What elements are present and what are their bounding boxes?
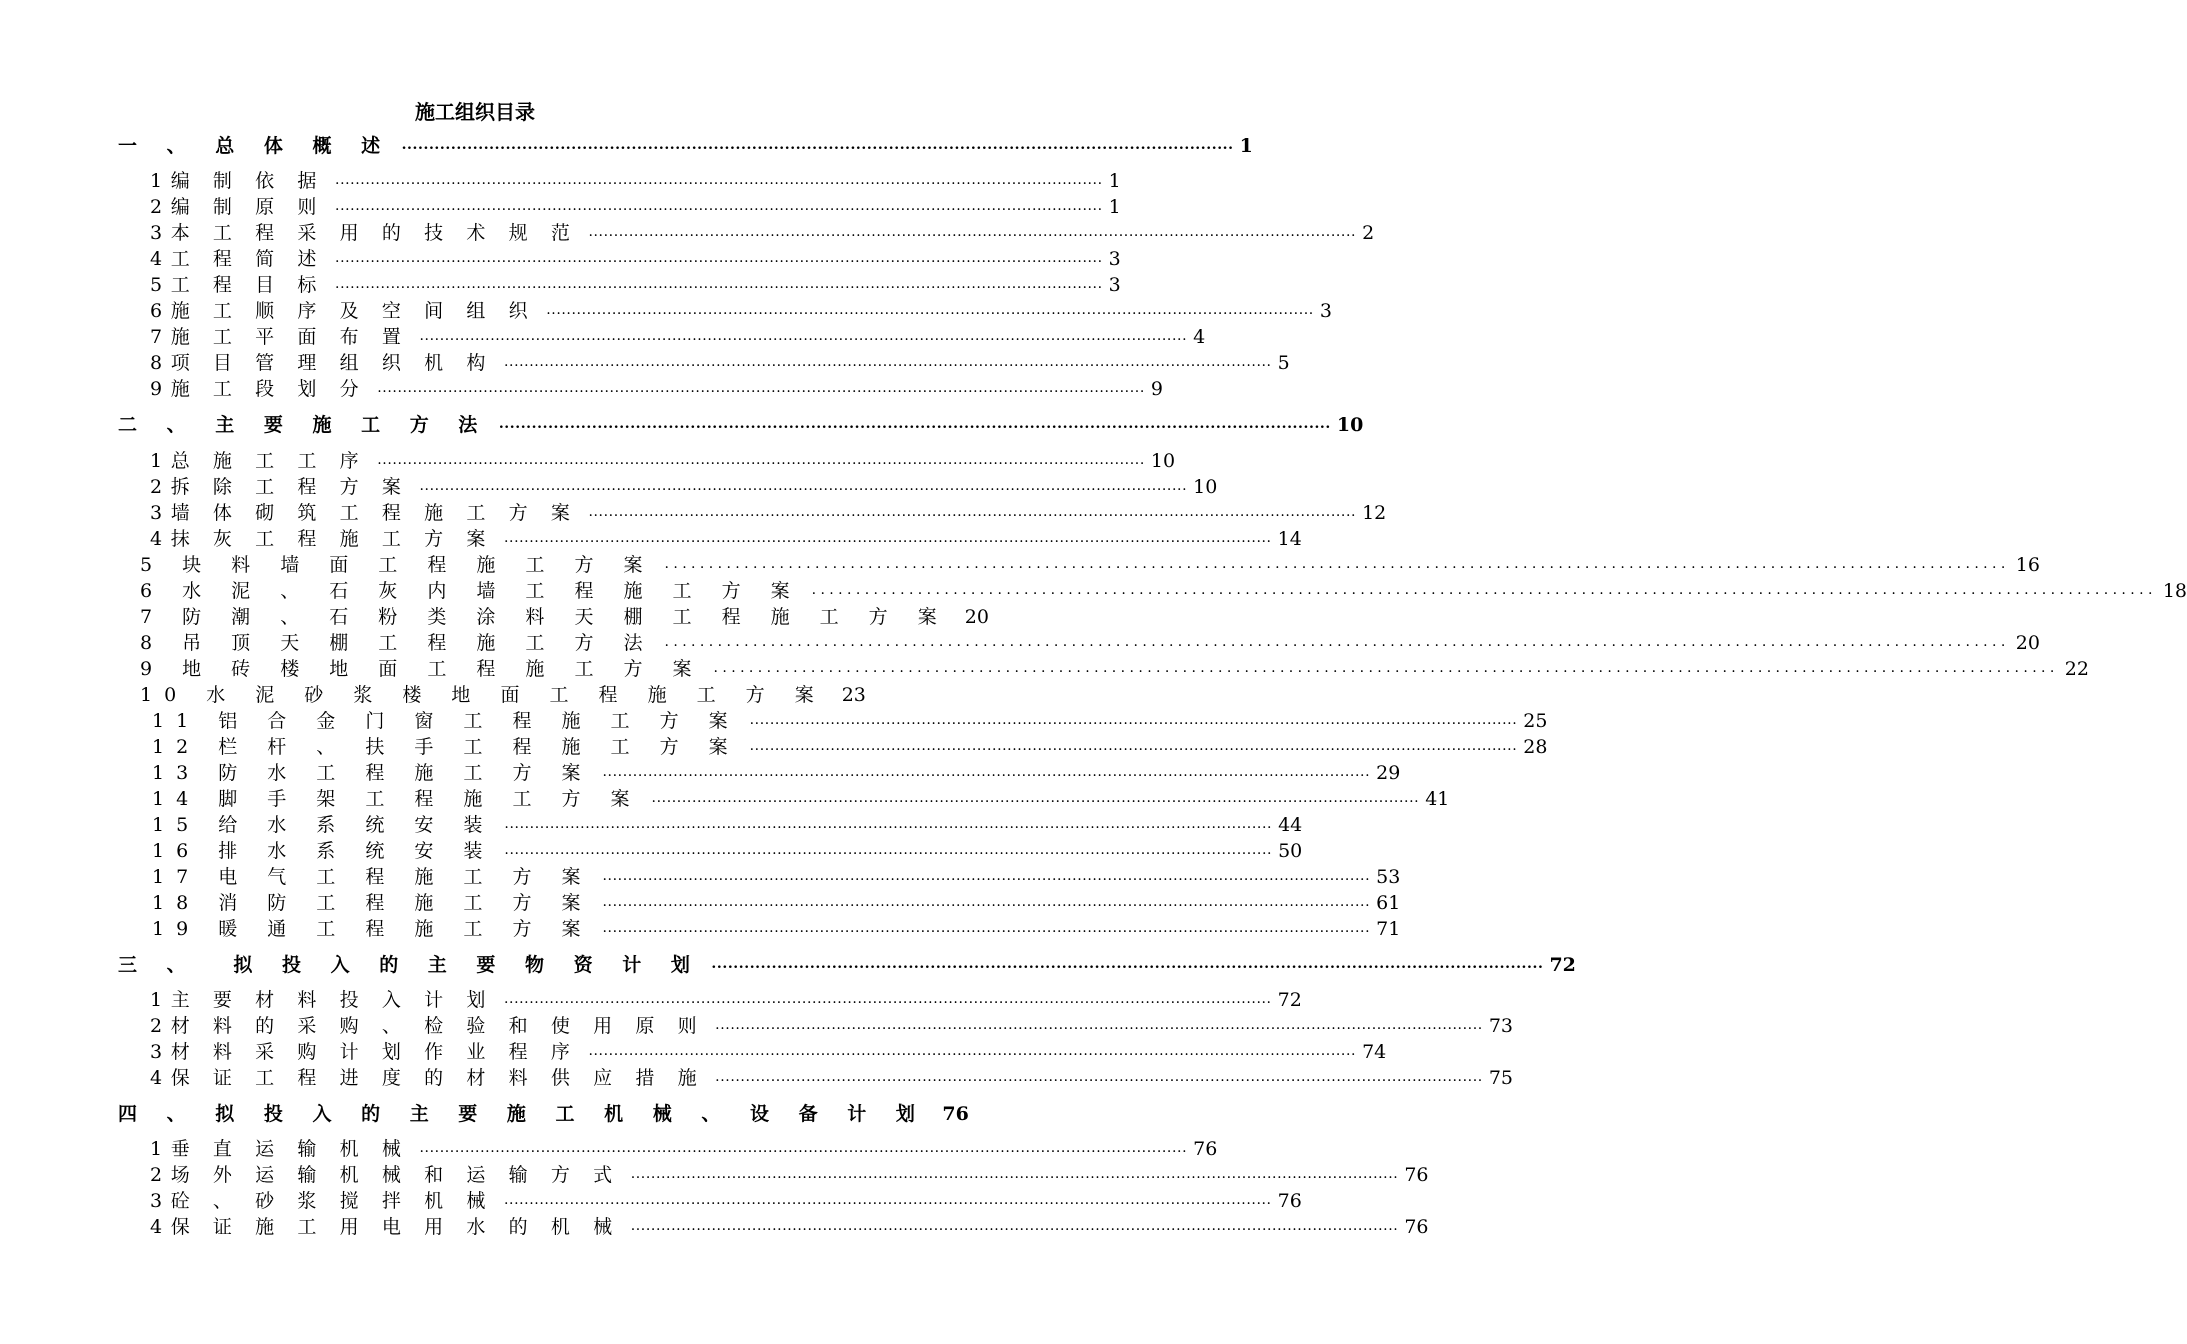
dot-leader: ........................................................................................................................................................ xyxy=(664,556,2010,572)
dot-leader: ........................................................................................................................................................ xyxy=(335,172,1103,188)
toc-entry[interactable] xyxy=(152,707,1548,733)
toc-entry[interactable] xyxy=(150,219,1375,245)
dot-leader: ........................................................................................................................................................ xyxy=(749,712,1518,728)
toc-entry[interactable] xyxy=(150,1213,1429,1239)
toc-entry[interactable] xyxy=(152,837,1303,863)
toc-entry-label: 9施 工 段 划 分 xyxy=(150,378,368,400)
toc-page-number: 3 xyxy=(1319,300,1332,322)
toc-entry-label: 1总 施 工 工 序 xyxy=(150,450,368,472)
toc-entry[interactable] xyxy=(150,1064,1513,1090)
toc-entry[interactable] xyxy=(150,323,1206,349)
toc-entry[interactable] xyxy=(150,167,1121,193)
toc-entry-label: 三 、 拟 投 入 的 主 要 物 资 计 划 xyxy=(118,954,702,976)
dot-leader: ........................................................................................................................................................ xyxy=(419,328,1188,344)
toc-entry[interactable] xyxy=(152,733,1548,759)
toc-page-number: 20 xyxy=(964,606,989,628)
toc-entry-label: 2拆 除 工 程 方 案 xyxy=(150,476,410,498)
toc-page-number: 76 xyxy=(1277,1190,1302,1212)
toc-page-number: 50 xyxy=(1278,840,1303,862)
toc-page-number: 14 xyxy=(1277,528,1302,550)
dot-leader: ........................................................................................................................................................ xyxy=(503,354,1272,370)
dot-leader: ........................................................................................................................................................ xyxy=(602,920,1371,936)
toc-page-number: 1 xyxy=(1108,196,1121,218)
toc-entry-label: 3材 料 采 购 计 划 作 业 程 序 xyxy=(150,1041,579,1063)
toc-entry-label: 4保 证 施 工 用 电 用 水 的 机 械 xyxy=(150,1216,621,1238)
dot-leader: ........................................................................................................................................................ xyxy=(504,816,1273,832)
toc-page-number: 76 xyxy=(1193,1138,1218,1160)
toc-page-number: 4 xyxy=(1193,326,1206,348)
toc-page-number: 3 xyxy=(1108,274,1121,296)
toc-entry[interactable] xyxy=(150,349,1290,375)
dot-leader: ........................................................................................................................................................ xyxy=(602,868,1371,884)
toc-page-number: 18 xyxy=(2162,580,2187,602)
toc-entry-label: 11 铝 合 金 门 窗 工 程 施 工 方 案 xyxy=(152,710,740,732)
toc-page-number: 10 xyxy=(1150,450,1176,472)
toc-entry-label: 6 水 泥 、 石 灰 内 墙 工 程 施 工 方 案 xyxy=(140,580,802,602)
dot-leader: ........................................................................................................................................................ xyxy=(602,764,1371,780)
dot-leader: ........................................................................................................................................................ xyxy=(335,276,1103,292)
dot-leader: ........................................................................................................................................................ xyxy=(503,530,1272,546)
toc-page-number: 3 xyxy=(1108,248,1121,270)
toc-entry-label: 7 防 潮 、 石 粉 类 涂 料 天 棚 工 程 施 工 方 案 xyxy=(140,606,949,628)
toc-entry-label: 5工 程 目 标 xyxy=(150,274,326,296)
toc-page-number: 76 xyxy=(1404,1216,1429,1238)
toc-page-number: 75 xyxy=(1488,1067,1513,1089)
toc-entry[interactable] xyxy=(150,473,1218,499)
dot-leader: ........................................................................................................................................................ xyxy=(811,582,2157,598)
toc-entry[interactable] xyxy=(150,525,1302,551)
toc-entry-label: 14 脚 手 架 工 程 施 工 方 案 xyxy=(152,788,642,810)
toc-entry-label: 10 水 泥 砂 浆 楼 地 面 工 程 施 工 方 案 xyxy=(140,684,826,706)
toc-entry-label: 13 防 水 工 程 施 工 方 案 xyxy=(152,762,593,784)
toc-entry[interactable] xyxy=(140,577,2187,603)
toc-page-number: 41 xyxy=(1425,788,1450,810)
dot-leader: ........................................................................................................................................................ xyxy=(335,250,1103,266)
toc-entry[interactable] xyxy=(150,271,1121,297)
toc-page-number: 10 xyxy=(1336,414,1364,436)
toc-entry[interactable] xyxy=(150,1135,1218,1161)
dot-leader: ........................................................................................................................................................ xyxy=(401,137,1234,153)
toc-page-number: 72 xyxy=(1549,954,1576,976)
toc-page-number: 71 xyxy=(1376,918,1401,940)
toc-entry[interactable] xyxy=(140,629,2040,655)
toc-entry-label: 5 块 料 墙 面 工 程 施 工 方 案 xyxy=(140,554,655,576)
dot-leader: ........................................................................................................................................................ xyxy=(377,452,1145,468)
toc-entry-label: 17 电 气 工 程 施 工 方 案 xyxy=(152,866,593,888)
toc-entry-label: 二 、 主 要 施 工 方 法 xyxy=(118,414,489,436)
toc-entry-label: 3本 工 程 采 用 的 技 术 规 范 xyxy=(150,222,579,244)
toc-entry-label: 一 、 总 体 概 述 xyxy=(118,135,392,157)
toc-entry[interactable] xyxy=(150,297,1332,323)
toc-page-number: 73 xyxy=(1488,1015,1513,1037)
toc-page-number: 22 xyxy=(2064,658,2089,680)
dot-leader: ........................................................................................................................................................ xyxy=(588,224,1357,240)
toc-entry[interactable] xyxy=(152,889,1401,915)
toc-page-number: 44 xyxy=(1278,814,1303,836)
toc-page-number: 1 xyxy=(1108,170,1121,192)
toc-entry[interactable] xyxy=(150,375,1163,401)
toc-entry-label: 8 吊 顶 天 棚 工 程 施 工 方 法 xyxy=(140,632,655,654)
toc-page-number: 29 xyxy=(1376,762,1401,784)
dot-leader: ........................................................................................................................................................ xyxy=(588,1043,1357,1059)
toc-page-number: 76 xyxy=(1404,1164,1429,1186)
dot-leader: ........................................................................................................................................................ xyxy=(713,660,2059,676)
dot-leader: ........................................................................................................................................................ xyxy=(711,956,1544,972)
toc-entry-label: 1垂 直 运 输 机 械 xyxy=(150,1138,410,1160)
toc-entry[interactable] xyxy=(150,245,1121,271)
toc-page-number: 23 xyxy=(841,684,866,706)
toc-entry[interactable] xyxy=(150,1161,1429,1187)
toc-page-number: 10 xyxy=(1193,476,1218,498)
toc-entry[interactable] xyxy=(150,193,1121,219)
toc-section-2[interactable] xyxy=(118,411,1364,437)
toc-page-number: 53 xyxy=(1376,866,1401,888)
toc-entry[interactable] xyxy=(150,986,1302,1012)
toc-entry[interactable] xyxy=(140,681,866,707)
toc-entry-label: 7施 工 平 面 布 置 xyxy=(150,326,410,348)
dot-leader: ........................................................................................................................................................ xyxy=(335,198,1103,214)
toc-entry-label: 2编 制 原 则 xyxy=(150,196,326,218)
toc-page-number: 20 xyxy=(2015,632,2040,654)
dot-leader: ........................................................................................................................................................ xyxy=(602,894,1371,910)
toc-page-number: 16 xyxy=(2015,554,2040,576)
toc-entry-label: 19 暖 通 工 程 施 工 方 案 xyxy=(152,918,593,940)
dot-leader: ........................................................................................................................................................ xyxy=(651,790,1420,806)
dot-leader: ........................................................................................................................................................ xyxy=(749,738,1518,754)
dot-leader: ........................................................................................................................................................ xyxy=(377,380,1145,396)
toc-section-1[interactable] xyxy=(118,132,1253,158)
toc-page-number: 5 xyxy=(1277,352,1290,374)
toc-entry-label: 4保 证 工 程 进 度 的 材 料 供 应 措 施 xyxy=(150,1067,706,1089)
toc-entry-label: 4抹 灰 工 程 施 工 方 案 xyxy=(150,528,494,550)
toc-page-number: 61 xyxy=(1376,892,1401,914)
dot-leader: ........................................................................................................................................................ xyxy=(419,1140,1188,1156)
toc-entry-label: 2材 料 的 采 购 、 检 验 和 使 用 原 则 xyxy=(150,1015,706,1037)
toc-entry[interactable] xyxy=(150,1038,1387,1064)
toc-entry-label: 1主 要 材 料 投 入 计 划 xyxy=(150,989,494,1011)
toc-page-number: 12 xyxy=(1362,502,1387,524)
toc-entry[interactable] xyxy=(152,915,1401,941)
toc-page-number: 28 xyxy=(1523,736,1548,758)
toc-entry-label: 2场 外 运 输 机 械 和 运 输 方 式 xyxy=(150,1164,621,1186)
dot-leader: ........................................................................................................................................................ xyxy=(630,1166,1399,1182)
toc-entry[interactable] xyxy=(152,785,1450,811)
toc-entry[interactable] xyxy=(152,863,1401,889)
dot-leader: ........................................................................................................................................................ xyxy=(664,634,2010,650)
toc-entry[interactable] xyxy=(152,811,1303,837)
toc-page-number: 2 xyxy=(1362,222,1375,244)
toc-entry[interactable] xyxy=(150,447,1176,473)
toc-entry-label: 18 消 防 工 程 施 工 方 案 xyxy=(152,892,593,914)
toc-page-number: 76 xyxy=(942,1103,969,1125)
toc-entry-label: 3墙 体 砌 筑 工 程 施 工 方 案 xyxy=(150,502,579,524)
dot-leader: ........................................................................................................................................................ xyxy=(715,1017,1483,1033)
toc-entry-label: 9 地 砖 楼 地 面 工 程 施 工 方 案 xyxy=(140,658,704,680)
dot-leader: ........................................................................................................................................................ xyxy=(503,1192,1272,1208)
toc-entry-label: 16 排 水 系 统 安 装 xyxy=(152,840,495,862)
toc-entry[interactable] xyxy=(152,759,1401,785)
dot-leader: ........................................................................................................................................................ xyxy=(498,416,1331,432)
toc-entry[interactable] xyxy=(150,1012,1513,1038)
toc-entry-label: 6施 工 顺 序 及 空 间 组 织 xyxy=(150,300,537,322)
toc-page-number: 74 xyxy=(1362,1041,1387,1063)
toc-page-number: 9 xyxy=(1150,378,1163,400)
toc-entry-label: 3砼 、 砂 浆 搅 拌 机 械 xyxy=(150,1190,494,1212)
dot-leader: ........................................................................................................................................................ xyxy=(503,991,1272,1007)
toc-entry-label: 12 栏 杆 、 扶 手 工 程 施 工 方 案 xyxy=(152,736,740,758)
dot-leader: ........................................................................................................................................................ xyxy=(588,504,1357,520)
toc-entry-label: 15 给 水 系 统 安 装 xyxy=(152,814,495,836)
dot-leader: ........................................................................................................................................................ xyxy=(715,1069,1483,1085)
toc-entry-label: 8项 目 管 理 组 织 机 构 xyxy=(150,352,494,374)
dot-leader: ........................................................................................................................................................ xyxy=(630,1218,1399,1234)
toc-page-number: 72 xyxy=(1277,989,1302,1011)
toc-entry-label: 4工 程 简 述 xyxy=(150,248,326,270)
toc-section-4[interactable] xyxy=(118,1100,969,1126)
toc-entry[interactable] xyxy=(140,655,2089,681)
toc-page-number: 1 xyxy=(1239,135,1253,157)
dot-leader: ........................................................................................................................................................ xyxy=(419,478,1188,494)
toc-entry[interactable] xyxy=(150,499,1387,525)
toc-entry[interactable] xyxy=(150,1187,1302,1213)
toc-entry-label: 1编 制 依 据 xyxy=(150,170,326,192)
toc-section-3[interactable] xyxy=(118,951,1576,977)
page-title: 施工组织目录 xyxy=(415,100,535,124)
toc-page-number: 25 xyxy=(1523,710,1548,732)
toc-entry-label: 四 、 拟 投 入 的 主 要 施 工 机 械 、 设 备 计 划 xyxy=(118,1103,927,1125)
dot-leader: ........................................................................................................................................................ xyxy=(504,842,1273,858)
dot-leader: ........................................................................................................................................................ xyxy=(546,302,1314,318)
toc-entry[interactable] xyxy=(140,603,989,629)
toc-entry[interactable] xyxy=(140,551,2040,577)
